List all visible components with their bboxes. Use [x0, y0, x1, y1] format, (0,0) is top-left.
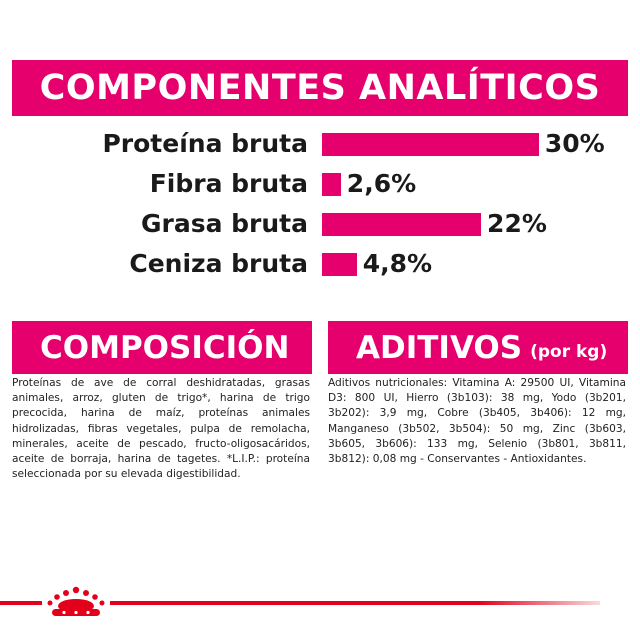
analytic-components-banner	[12, 60, 628, 116]
composition-banner	[12, 321, 312, 374]
analytic-row	[0, 124, 640, 164]
analytic-bar	[322, 253, 357, 276]
analytic-value: 30%	[544, 129, 605, 158]
analytic-label: Proteína bruta	[102, 129, 308, 158]
analytic-bar	[322, 173, 341, 196]
analytic-components-chart	[0, 124, 640, 284]
additives-text: Aditivos nutricionales: Vitamina A: 29500 UI, Vitamina D3: 800 UI, Hierro (3b103): 38 mg, Yodo (3b201, 3b202): 3,9 mg, Cobre (3b405, 3b406): 12 mg, Manganeso (3b502, 3b504): 50 mg, Zinc (3b603, 3b605, 3b606): 133 mg, Selenio (3b801, 3b811, 3b812): 0,08 mg - Conservantes - Antioxidantes.	[328, 377, 626, 466]
analytic-label: Fibra bruta	[149, 169, 308, 198]
analytic-label: Grasa bruta	[140, 209, 308, 238]
composition-title: COMPOSICIÓN	[40, 329, 290, 366]
analytic-row	[0, 204, 640, 244]
additives-unit: (por kg)	[530, 341, 608, 362]
analytic-row	[0, 164, 640, 204]
composition-text: Proteínas de ave de corral deshidratadas, grasas animales, arroz, gluten de trigo*, harina de trigo precocida, harina de maíz, proteínas animales hidrolizadas, fibras vegetales, pulpa de remolacha, minerales, aceite de pescado, fructo-oligosacáridos, aceite de borraja, harina de tagetes. *L.I.P.: proteína seleccionada por su elevada digestibilidad.	[12, 377, 310, 481]
royal-canin-crown-icon	[44, 586, 108, 620]
footer-line-left	[0, 601, 42, 605]
analytic-value: 2,6%	[346, 169, 417, 198]
analytic-value: 22%	[487, 209, 547, 238]
analytic-value: 4,8%	[362, 249, 433, 278]
analytic-components-title: COMPONENTES ANALÍTICOS	[39, 68, 601, 108]
additives-title: ADITIVOS	[356, 329, 523, 366]
analytic-label: Ceniza bruta	[129, 249, 308, 278]
analytic-bar	[322, 133, 539, 156]
analytic-row	[0, 244, 640, 284]
footer-line	[110, 601, 600, 605]
analytic-bar	[322, 213, 481, 236]
additives-banner	[328, 321, 628, 374]
